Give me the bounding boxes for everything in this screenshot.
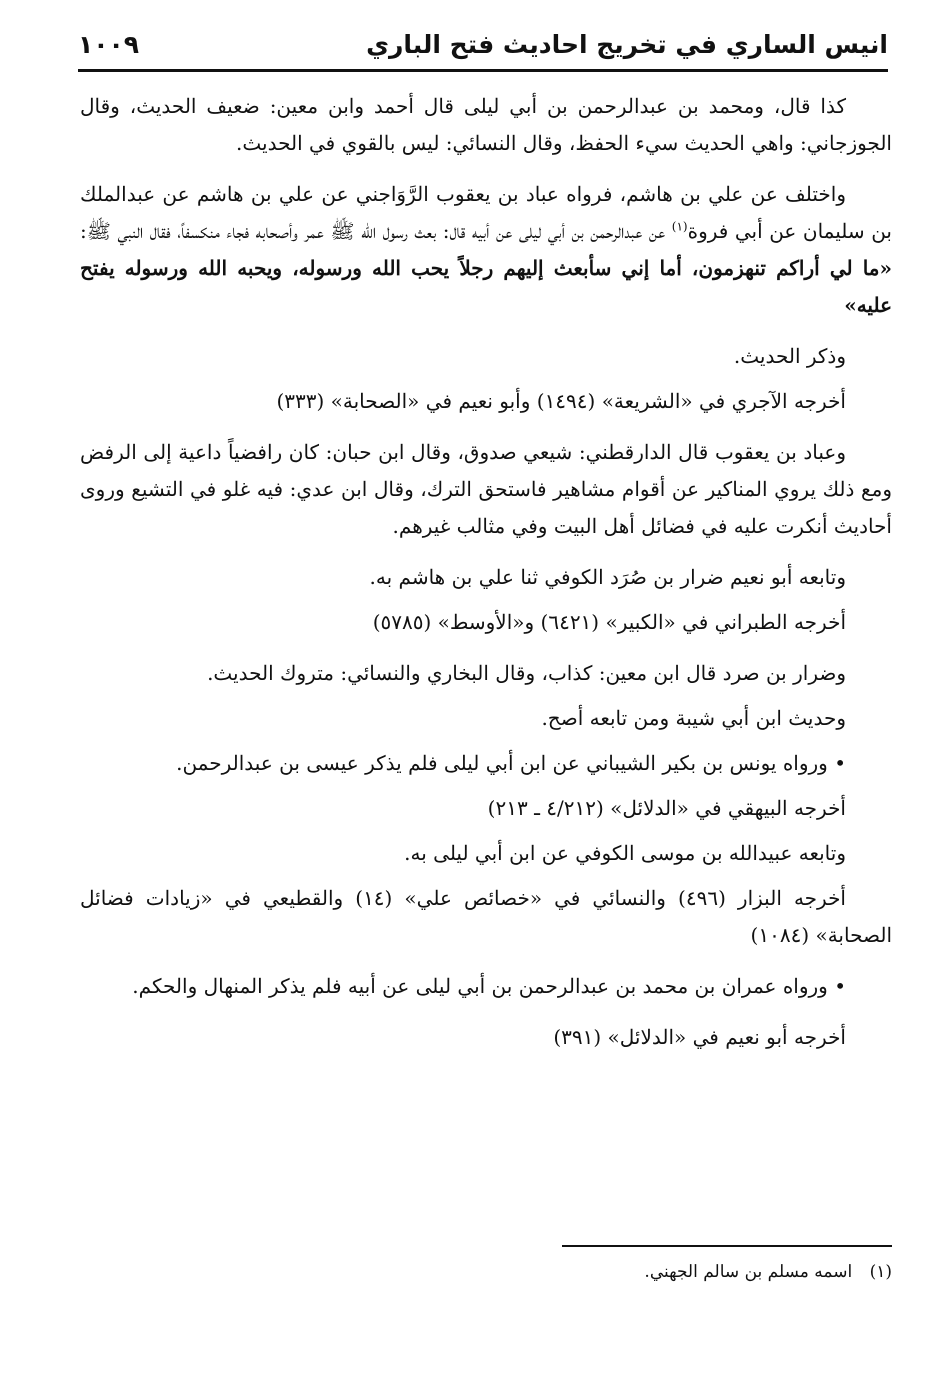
bullet-paragraph: • ورواه يونس بن بكير الشيباني عن ابن أبي ليلى فلم يذكر عيسى بن عبدالرحمن.	[80, 745, 892, 782]
paragraph: وتابعه عبيدالله بن موسى الكوفي عن ابن أبي ليلى به.	[404, 841, 846, 865]
paragraph: وضرار بن صرد قال ابن معين: كذاب، وقال البخاري والنسائي: متروك الحديث.	[207, 661, 846, 685]
bullet-paragraph: • ورواه عمران بن محمد بن عبدالرحمن بن أبي ليلى عن أبيه فلم يذكر المنهال والحكم.	[80, 968, 892, 1005]
hadith-quote: «ما لي أراكم تنهزمون، أما إني سأبعث إليهم رجلاً يحب الله ورسوله، ويحبه الله ورسوله يفتح عليه»	[80, 256, 892, 317]
footnote-reference: (١)	[671, 219, 688, 234]
takhrij-line: أخرجه البيهقي في «الدلائل» (٤/٢١٢ ـ ٢١٣)	[487, 796, 846, 820]
book-title: انيس الساري في تخريج احاديث فتح الباري	[366, 30, 888, 59]
takhrij-line: أخرجه البزار (٤٩٦) والنسائي في «خصائص علي» (١٤) والقطيعي في «زيادات فضائل الصحابة» (١٠٨٤)	[80, 886, 892, 947]
paragraph: وذكر الحديث.	[733, 344, 846, 368]
footnote-divider	[562, 1245, 892, 1247]
footnote-text: اسمه مسلم بن سالم الجهني.	[644, 1262, 853, 1282]
takhrij-line: أخرجه الطبراني في «الكبير» (٦٤٢١) و«الأوسط» (٥٧٨٥)	[372, 610, 846, 634]
main-text	[80, 88, 892, 1070]
footnote	[80, 1258, 892, 1286]
header-divider	[78, 69, 888, 72]
footnote-marker: (١)	[869, 1262, 892, 1282]
page-header	[78, 24, 888, 68]
paragraph-isnad	[80, 176, 892, 324]
page-number: ١٠٠٩	[78, 30, 140, 59]
paragraph: وعباد بن يعقوب قال الدارقطني: شيعي صدوق، وقال ابن حبان: كان رافضياً داعية إلى الرفض ومع ذلك يروي المناكير عن أقوام مشاهير فاستحق الترك، وقال ابن عدي: فيه غلو في التشيع وروى أحاديث أنكرت عليه في فضائل أهل البيت وفي مثالب غيرهم.	[80, 440, 892, 538]
paragraph-text: عن عبدالرحمن بن أبي ليلى عن أبيه قال: بعث رسول الله ﷺ عمر وأصحابه فجاء منكسفاً، فقال النبي ﷺ:	[80, 219, 666, 243]
paragraph: وتابعه أبو نعيم ضرار بن صُرَد الكوفي ثنا علي بن هاشم به.	[369, 565, 846, 589]
takhrij-line: أخرجه الآجري في «الشريعة» (١٤٩٤) وأبو نعيم في «الصحابة» (٣٣٣)	[276, 389, 846, 413]
paragraph: كذا قال، ومحمد بن عبدالرحمن بن أبي ليلى قال أحمد وابن معين: ضعيف الحديث، وقال الجوزجاني: واهي الحديث سيء الحفظ، وقال النسائي: ليس بالقوي في الحديث.	[80, 94, 892, 155]
paragraph-text: واختلف عن علي بن هاشم، فرواه عباد بن يعقوب الرَّوَاجني عن علي بن هاشم عن عبدالملك بن سليمان عن أبي فروة	[80, 182, 892, 243]
paragraph: وحديث ابن أبي شيبة ومن تابعه أصح.	[541, 706, 846, 730]
takhrij-line: أخرجه أبو نعيم في «الدلائل» (٣٩١)	[553, 1025, 846, 1049]
